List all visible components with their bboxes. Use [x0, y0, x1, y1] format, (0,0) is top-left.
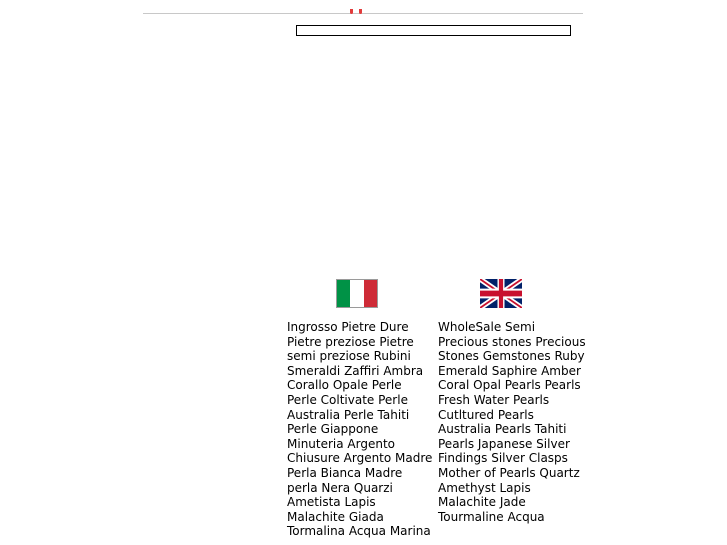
logo-fragment [348, 9, 366, 14]
search-input[interactable] [296, 25, 571, 36]
italian-flag-icon[interactable] [336, 279, 378, 308]
english-description-text: WholeSale Semi Precious stones Precious Stones Gemstones Ruby Emerald Saphire Amber Coral Opal Pearls Pearls Fresh Water Pearls Cutltured Pearls Australia Pearls Tahiti Pearls Japanese Silver Findings Silver Clasps Mother of Pearls Quartz Amethyst Lapis Malachite Jade Tourmaline Acqua [438, 320, 586, 524]
uk-flag-icon[interactable] [480, 279, 522, 308]
italian-description-text: Ingrosso Pietre Dure Pietre preziose Pietre semi preziose Rubini Smeraldi Zaffiri Ambra Corallo Opale Perle Perle Coltivate Perle Australia Perle Tahiti Perle Giappone Minuteria Argento Chiusure Argento Madre Perla Bianca Madre perla Nera Quarzi Ametista Lapis Malachite Giada Tormalina Acqua Marina [287, 320, 433, 539]
